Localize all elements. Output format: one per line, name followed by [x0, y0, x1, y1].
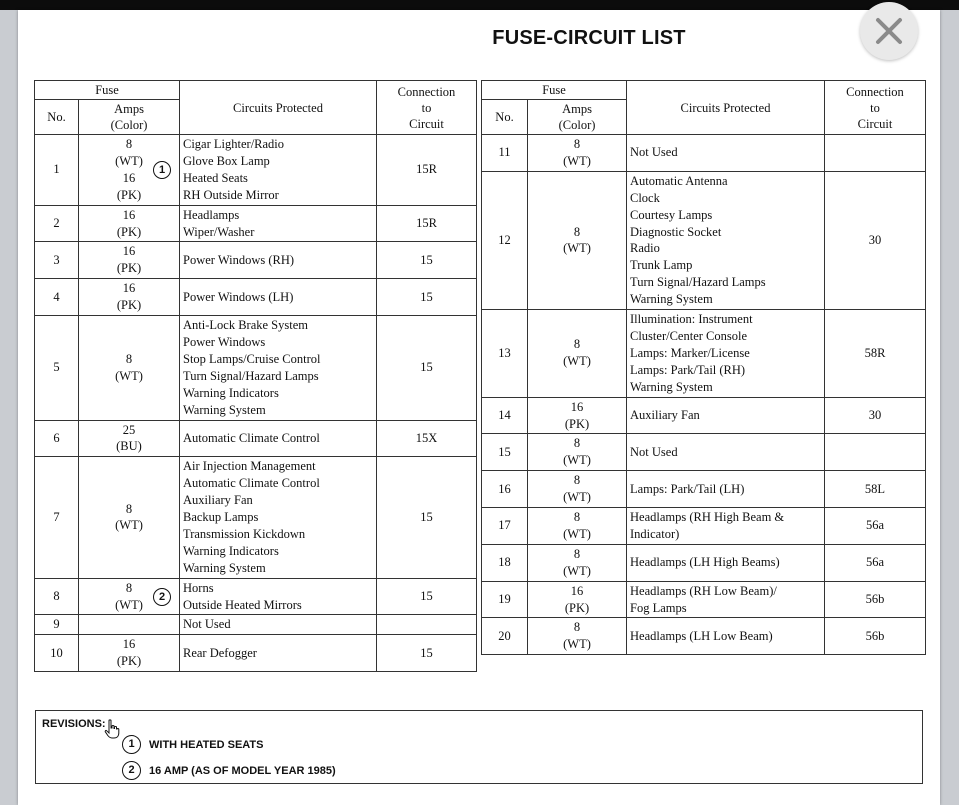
fuse-amps: 8 (WT): [115, 501, 143, 533]
fuse-number: 17: [482, 508, 528, 545]
fuse-amps: 16 (PK): [564, 583, 590, 615]
connection-to-circuit: 56a: [825, 544, 926, 581]
circuits-protected: Cigar Lighter/Radio Glove Box Lamp Heated Seats RH Outside Mirror: [180, 135, 377, 206]
fuse-row: [482, 581, 926, 618]
fuse-table-left: [34, 80, 477, 672]
fuse-number: 10: [35, 635, 79, 672]
fuse-amps: 8 (WT): [115, 580, 143, 612]
fuse-row: [35, 316, 477, 420]
revision-item-2: [122, 761, 336, 780]
hand-pointer-icon: [104, 719, 120, 739]
fuse-amps-cell: [528, 618, 627, 655]
fuse-amps-cell: [528, 397, 627, 434]
fuse-row: [482, 135, 926, 172]
circuits-header: Circuits Protected: [180, 81, 377, 135]
circuits-protected: Headlamps (LH Low Beam): [627, 618, 825, 655]
fuse-number: 5: [35, 316, 79, 420]
circuits-protected: Horns Outside Heated Mirrors: [180, 578, 377, 615]
circuits-protected: Power Windows (LH): [180, 279, 377, 316]
fuse-amps-cell: [528, 310, 627, 398]
fuse-amps-cell: [79, 457, 180, 578]
fuse-amps-cell: [79, 420, 180, 457]
connection-to-circuit: 15: [377, 578, 477, 615]
revision-note-marker: 2: [153, 588, 171, 606]
fuse-amps: 8 (WT): [563, 546, 591, 578]
revision-note-marker: 1: [153, 161, 171, 179]
connection-to-circuit: 58R: [825, 310, 926, 398]
circuits-protected: Headlamps (RH High Beam & Indicator): [627, 508, 825, 545]
close-icon: [874, 16, 904, 46]
fuse-number: 16: [482, 471, 528, 508]
circuits-protected: Automatic Antenna Clock Courtesy Lamps Diagnostic Socket Radio Trunk Lamp Turn Signal/Hazard Lamps Warning System: [627, 171, 825, 309]
document-page: [18, 10, 940, 805]
connection-to-circuit: 15X: [377, 420, 477, 457]
fuse-amps: 16 (PK): [116, 244, 142, 276]
connection-to-circuit: [825, 434, 926, 471]
fuse-number: 18: [482, 544, 528, 581]
fuse-amps-cell: [79, 242, 180, 279]
connection-to-circuit: 56b: [825, 618, 926, 655]
fuse-amps-cell: [528, 581, 627, 618]
fuse-number: 4: [35, 279, 79, 316]
fuse-row: [482, 508, 926, 545]
fuse-row: [482, 618, 926, 655]
fuse-row: [482, 471, 926, 508]
fuse-table-right: [481, 80, 926, 655]
fuse-number: 2: [35, 205, 79, 242]
connection-to-circuit: [377, 615, 477, 635]
fuse-row: [35, 279, 477, 316]
connection-to-circuit: 15: [377, 279, 477, 316]
circuits-protected: Automatic Climate Control: [180, 420, 377, 457]
fuse-number: 14: [482, 397, 528, 434]
fuse-amps: 25 (BU): [116, 422, 142, 454]
fuse-number: 1: [35, 135, 79, 206]
fuse-row: [35, 635, 477, 672]
fuse-amps-cell: [79, 635, 180, 672]
fuse-amps-cell: [79, 135, 180, 206]
fuse-amps: 8 (WT): [563, 137, 591, 168]
fuse-amps: 8 (WT): [563, 510, 591, 541]
no-header: No.: [35, 100, 79, 135]
circuits-protected: Auxiliary Fan: [627, 397, 825, 434]
connection-header: Connection to Circuit: [825, 81, 926, 135]
revisions-heading: REVISIONS:: [42, 718, 106, 730]
fuse-amps-cell: [79, 578, 180, 615]
fuse-row: [482, 397, 926, 434]
connection-to-circuit: [825, 135, 926, 172]
fuse-row: [482, 310, 926, 398]
connection-to-circuit: 15R: [377, 205, 477, 242]
fuse-amps-cell: [528, 171, 627, 309]
circuits-protected: Not Used: [627, 434, 825, 471]
circuits-protected: Illumination: Instrument Cluster/Center Console Lamps: Marker/License Lamps: Park/Tail (RH) Warning System: [627, 310, 825, 398]
fuse-amps: 16 (PK): [116, 207, 142, 239]
amps-header: Amps (Color): [79, 100, 180, 135]
circuits-protected: Not Used: [627, 135, 825, 172]
circuits-protected: Not Used: [180, 615, 377, 635]
fuse-number: 3: [35, 242, 79, 279]
fuse-amps: 8 (WT): [563, 473, 591, 505]
circuits-protected: Lamps: Park/Tail (LH): [627, 471, 825, 508]
fuse-amps: 16 (PK): [116, 281, 142, 313]
fuse-row: [482, 544, 926, 581]
no-header: No.: [482, 100, 528, 135]
fuse-number: 9: [35, 615, 79, 635]
circuits-protected: Air Injection Management Automatic Climate Control Auxiliary Fan Backup Lamps Transmission Kickdown Warning Indicators Warning System: [180, 457, 377, 578]
fuse-header: Fuse: [482, 81, 627, 100]
fuse-row: [35, 578, 477, 615]
revision-number-2: 2: [122, 761, 141, 780]
circuits-protected: Anti-Lock Brake System Power Windows Stop Lamps/Cruise Control Turn Signal/Hazard Lamps Warning Indicators Warning System: [180, 316, 377, 420]
revision-text-2: 16 AMP (AS OF MODEL YEAR 1985): [149, 764, 336, 777]
window-top-bar: [0, 0, 959, 10]
connection-to-circuit: 30: [825, 171, 926, 309]
circuits-protected: Headlamps (LH High Beams): [627, 544, 825, 581]
revisions-box: [35, 710, 923, 784]
fuse-amps-cell: [528, 508, 627, 545]
fuse-amps-cell: [528, 434, 627, 471]
page-title: FUSE-CIRCUIT LIST: [492, 27, 686, 49]
fuse-amps: 8 (WT): [563, 337, 591, 369]
fuse-row: [35, 457, 477, 578]
fuse-number: 19: [482, 581, 528, 618]
fuse-number: 13: [482, 310, 528, 398]
fuse-amps: 8 (WT): [563, 620, 591, 652]
circuits-protected: Headlamps (RH Low Beam)/ Fog Lamps: [627, 581, 825, 618]
fuse-row: [35, 242, 477, 279]
circuits-protected: Rear Defogger: [180, 635, 377, 672]
fuse-amps-cell: [79, 615, 180, 635]
fuse-number: 20: [482, 618, 528, 655]
fuse-number: 12: [482, 171, 528, 309]
connection-to-circuit: 56b: [825, 581, 926, 618]
connection-to-circuit: 15: [377, 457, 477, 578]
fuse-number: 6: [35, 420, 79, 457]
circuits-protected: Headlamps Wiper/Washer: [180, 205, 377, 242]
fuse-amps-cell: [79, 205, 180, 242]
fuse-amps: 8 (WT): [115, 351, 143, 383]
fuse-header: Fuse: [35, 81, 180, 100]
fuse-amps-cell: [528, 544, 627, 581]
connection-to-circuit: 15R: [377, 135, 477, 206]
fuse-amps-cell: [79, 279, 180, 316]
connection-to-circuit: 58L: [825, 471, 926, 508]
amps-header: Amps (Color): [528, 100, 627, 135]
fuse-number: 11: [482, 135, 528, 172]
connection-to-circuit: 30: [825, 397, 926, 434]
fuse-number: 7: [35, 457, 79, 578]
fuse-row: [35, 205, 477, 242]
fuse-row: [35, 420, 477, 457]
fuse-amps: 16 (PK): [116, 637, 142, 669]
revision-number-1: 1: [122, 735, 141, 754]
fuse-amps-cell: [79, 316, 180, 420]
fuse-row: [35, 615, 477, 635]
fuse-amps: 8 (WT) 16 (PK): [115, 137, 143, 202]
connection-to-circuit: 15: [377, 242, 477, 279]
fuse-row: [35, 135, 477, 206]
connection-to-circuit: 56a: [825, 508, 926, 545]
fuse-row: [482, 434, 926, 471]
fuse-amps: 8 (WT): [563, 224, 591, 256]
fuse-amps-cell: [528, 471, 627, 508]
revision-text-1: WITH HEATED SEATS: [149, 738, 264, 751]
connection-to-circuit: 15: [377, 635, 477, 672]
close-button[interactable]: [860, 2, 918, 60]
fuse-number: 15: [482, 434, 528, 471]
revision-item-1: [122, 735, 263, 754]
fuse-amps: 16 (PK): [564, 399, 590, 431]
fuse-number: 8: [35, 578, 79, 615]
fuse-amps: 8 (WT): [563, 436, 591, 468]
fuse-amps-cell: [528, 135, 627, 172]
connection-header: Connection to Circuit: [377, 81, 477, 135]
circuits-header: Circuits Protected: [627, 81, 825, 135]
circuits-protected: Power Windows (RH): [180, 242, 377, 279]
fuse-row: [482, 171, 926, 309]
connection-to-circuit: 15: [377, 316, 477, 420]
